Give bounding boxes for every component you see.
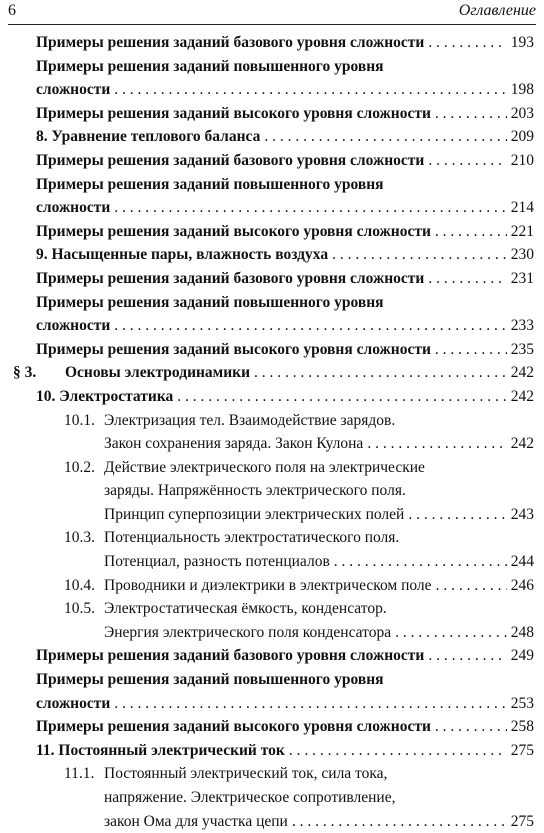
toc-page: 246	[510, 576, 534, 594]
toc-entry[interactable]: Примеры решения заданий базового уровня сложности . . . 231	[0, 267, 534, 291]
section-number: § 3.	[13, 364, 37, 382]
toc-entry-continuation[interactable]: сложности . . . 253	[0, 692, 534, 716]
toc-subsection[interactable]: 10.2. Действие электрического поля на электрические	[0, 456, 534, 480]
toc-entry[interactable]: Примеры решения заданий базового уровня сложности . . . 193	[0, 31, 534, 55]
toc-entry[interactable]: Примеры решения заданий высокого уровня сложности . . . 258	[0, 715, 534, 739]
toc-entry-continuation[interactable]: сложности . . . 214	[0, 196, 534, 220]
toc-page: 198	[510, 81, 534, 99]
toc-subsection-continuation[interactable]: напряжение. Электрическое сопротивление,	[104, 789, 396, 806]
subsection-number: 10.3.	[64, 529, 95, 547]
toc-entry-continuation[interactable]: сложности . . . 233	[0, 314, 534, 338]
toc-entry[interactable]: Примеры решения заданий высокого уровня сложности . . . 221	[0, 220, 534, 244]
toc-page: 243	[510, 505, 534, 523]
toc-entry[interactable]: Примеры решения заданий высокого уровня сложности . . . 235	[0, 338, 534, 362]
toc-page: 244	[510, 553, 534, 571]
subsection-number: 10.4.	[64, 576, 95, 594]
toc-chapter[interactable]: 11. Постоянный электрический ток . . . 275	[0, 739, 534, 763]
toc-page: 275	[510, 812, 534, 830]
running-title: Оглавление	[458, 2, 536, 19]
toc-entry-continuation[interactable]: сложности . . . 198	[0, 78, 534, 102]
toc-page: 242	[510, 364, 534, 382]
toc-entry[interactable]: Примеры решения заданий базового уровня сложности . . . 249	[0, 644, 534, 668]
toc-entry[interactable]: Примеры решения заданий высокого уровня сложности . . . 203	[0, 102, 534, 126]
toc-subsection[interactable]: 11.1. Постоянный электрический ток, сила тока,	[0, 762, 534, 786]
toc-page: 203	[510, 104, 534, 122]
toc-entry[interactable]: Примеры решения заданий повышенного уровня	[36, 293, 384, 311]
toc-entry[interactable]: Примеры решения заданий повышенного уровня	[36, 57, 384, 75]
toc-page: 230	[510, 246, 534, 264]
toc-page: 253	[510, 694, 534, 712]
toc-page: 248	[510, 623, 534, 641]
toc-subsection[interactable]: 10.1. Электризация тел. Взаимодействие зарядов.	[0, 409, 534, 433]
toc-chapter[interactable]: 9. Насыщенные пары, влажность воздуха . . . 230	[0, 243, 534, 267]
page-number: 6	[8, 2, 16, 19]
toc-subsection-continuation[interactable]: закон Ома для участка цепи . . . 275	[0, 810, 534, 833]
toc-page: 193	[510, 34, 534, 51]
toc-page: 242	[510, 387, 534, 405]
toc-subsection[interactable]: 10.3. Потенциальность электростатического поля.	[0, 526, 534, 550]
toc-page: 258	[510, 718, 534, 736]
subsection-number: 10.2.	[64, 458, 95, 476]
toc-subsection-continuation[interactable]: Принцип суперпозиции электрических полей . . . 243	[0, 503, 534, 527]
toc-chapter[interactable]: 10. Электростатика . . . 242	[0, 385, 534, 409]
toc-subsection[interactable]: 10.5. Электростатическая ёмкость, конденсатор.	[0, 597, 534, 621]
toc-page: 249	[510, 647, 534, 665]
subsection-number: 10.1.	[64, 411, 95, 429]
toc-chapter[interactable]: 8. Уравнение теплового баланса . . . 209	[0, 125, 534, 149]
toc-page: 233	[510, 317, 534, 335]
toc-page: 221	[510, 222, 534, 240]
toc-page: 210	[510, 151, 534, 169]
subsection-number: 10.5.	[64, 600, 95, 618]
table-of-contents	[0, 31, 544, 833]
page-header	[8, 0, 536, 25]
toc-page: 235	[510, 340, 534, 358]
toc-subsection[interactable]: 10.4. Проводники и диэлектрики в электрическом поле . . . 246	[0, 574, 534, 598]
toc-subsection-continuation[interactable]: Энергия электрического поля конденсатора . . . 248	[0, 621, 534, 645]
toc-page: 209	[510, 128, 534, 146]
toc-section[interactable]: § 3. Основы электродинамики . . . 242	[0, 361, 534, 385]
toc-subsection-continuation[interactable]: заряды. Напряжённость электрического поля.	[104, 482, 406, 500]
toc-subsection-continuation[interactable]: Закон сохранения заряда. Закон Кулона . . . 242	[0, 432, 534, 456]
toc-entry[interactable]: Примеры решения заданий повышенного уровня	[36, 671, 384, 689]
toc-page: 242	[510, 435, 534, 453]
subsection-number: 11.1.	[64, 765, 95, 783]
toc-page: 275	[510, 741, 534, 759]
toc-entry[interactable]: Примеры решения заданий базового уровня сложности . . . 210	[0, 149, 534, 173]
toc-entry[interactable]: Примеры решения заданий повышенного уровня	[36, 175, 384, 193]
toc-page: 231	[510, 269, 534, 287]
toc-subsection-continuation[interactable]: Потенциал, разность потенциалов . . . 244	[0, 550, 534, 574]
toc-page: 214	[510, 199, 534, 217]
